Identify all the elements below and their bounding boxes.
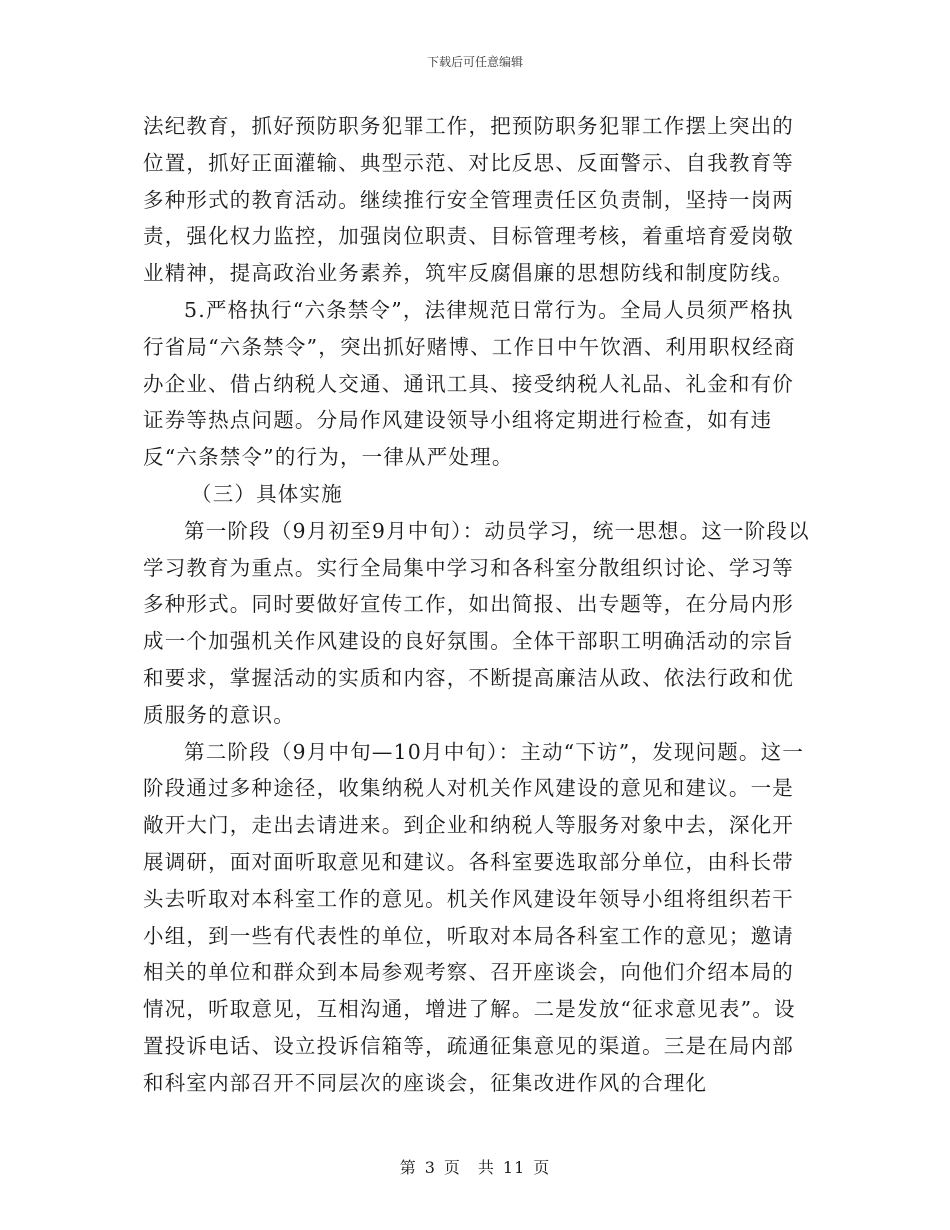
paragraph-stage-1: 第一阶段（9月初至9月中旬）：动员学习，统一思想。这一阶段以学习教育为重点。实行全局集中学习和各科室分散组织讨论、学习等多种形式。同时要做好宣传工作，如出简报、出专题等，在分局内形成一个加强机关作风建设的良好氛围。全体干部职工明确活动的宗旨和要求，掌握活动的实质和内容，不断提高廉洁从政、依法行政和优质服务的意识。 <box>143 518 810 727</box>
footer-page-number: 3 <box>424 1158 436 1177</box>
page-footer <box>0 1155 950 1178</box>
paragraph-continued: 法纪教育，抓好预防职务犯罪工作，把预防职务犯罪工作摆上突出的位置，抓好正面灌输、典型示范、对比反思、反面警示、自我教育等多种形式的教育活动。继续推行安全管理责任区负责制，坚持一岗两责，强化权力监控，加强岗位职责、目标管理考核，着重培育爱岗敬业精神，提高政治业务素养，筑牢反腐倡廉的思想防线和制度防线。 <box>143 114 794 286</box>
section-heading-implementation: （三）具体实施 <box>191 481 343 506</box>
footer-suffix: 页 <box>533 1158 551 1177</box>
footer-total-pages: 11 <box>502 1158 526 1177</box>
document-body <box>143 108 811 1102</box>
paragraph-stage-2: 第二阶段（9月中旬—10月中旬）：主动“下访”，发现问题。这一阶段通过多种途径，收集纳税人对机关作风建设的意见和建议。一是敞开大门，走出去请进来。到企业和纳税人等服务对象中去，深化开展调研，面对面听取意见和建议。各科室要选取部分单位，由科长带头去听取对本科室工作的意见。机关作风建设年领导小组将组织若干小组，到一些有代表性的单位，听取对本局各科室工作的意见；邀请相关的单位和群众到本局参观考察、召开座谈会，向他们介绍本局的情况，听取意见，互相沟通，增进了解。二是发放“征求意见表”。设置投诉电话、设立投诉信箱等，疏通征集意见的渠道。三是在局内部和科室内部召开不同层次的座谈会，征集改进作风的合理化 <box>143 739 805 1095</box>
paragraph-item-5: 5.严格执行“六条禁令”，法律规范日常行为。全局人员须严格执行省局“六条禁令”，突出抓好赌博、工作日中午饮酒、利用职权经商办企业、借占纳税人交通、通讯工具、接受纳税人礼品、礼金和有价证券等热点问题。分局作风建设领导小组将定期进行检查，如有违反“六条禁令”的行为，一律从严处理。 <box>143 297 796 470</box>
footer-middle: 页 共 <box>443 1158 495 1177</box>
page-header: 下载后可任意编辑 <box>426 55 523 69</box>
footer-prefix: 第 <box>399 1158 417 1177</box>
